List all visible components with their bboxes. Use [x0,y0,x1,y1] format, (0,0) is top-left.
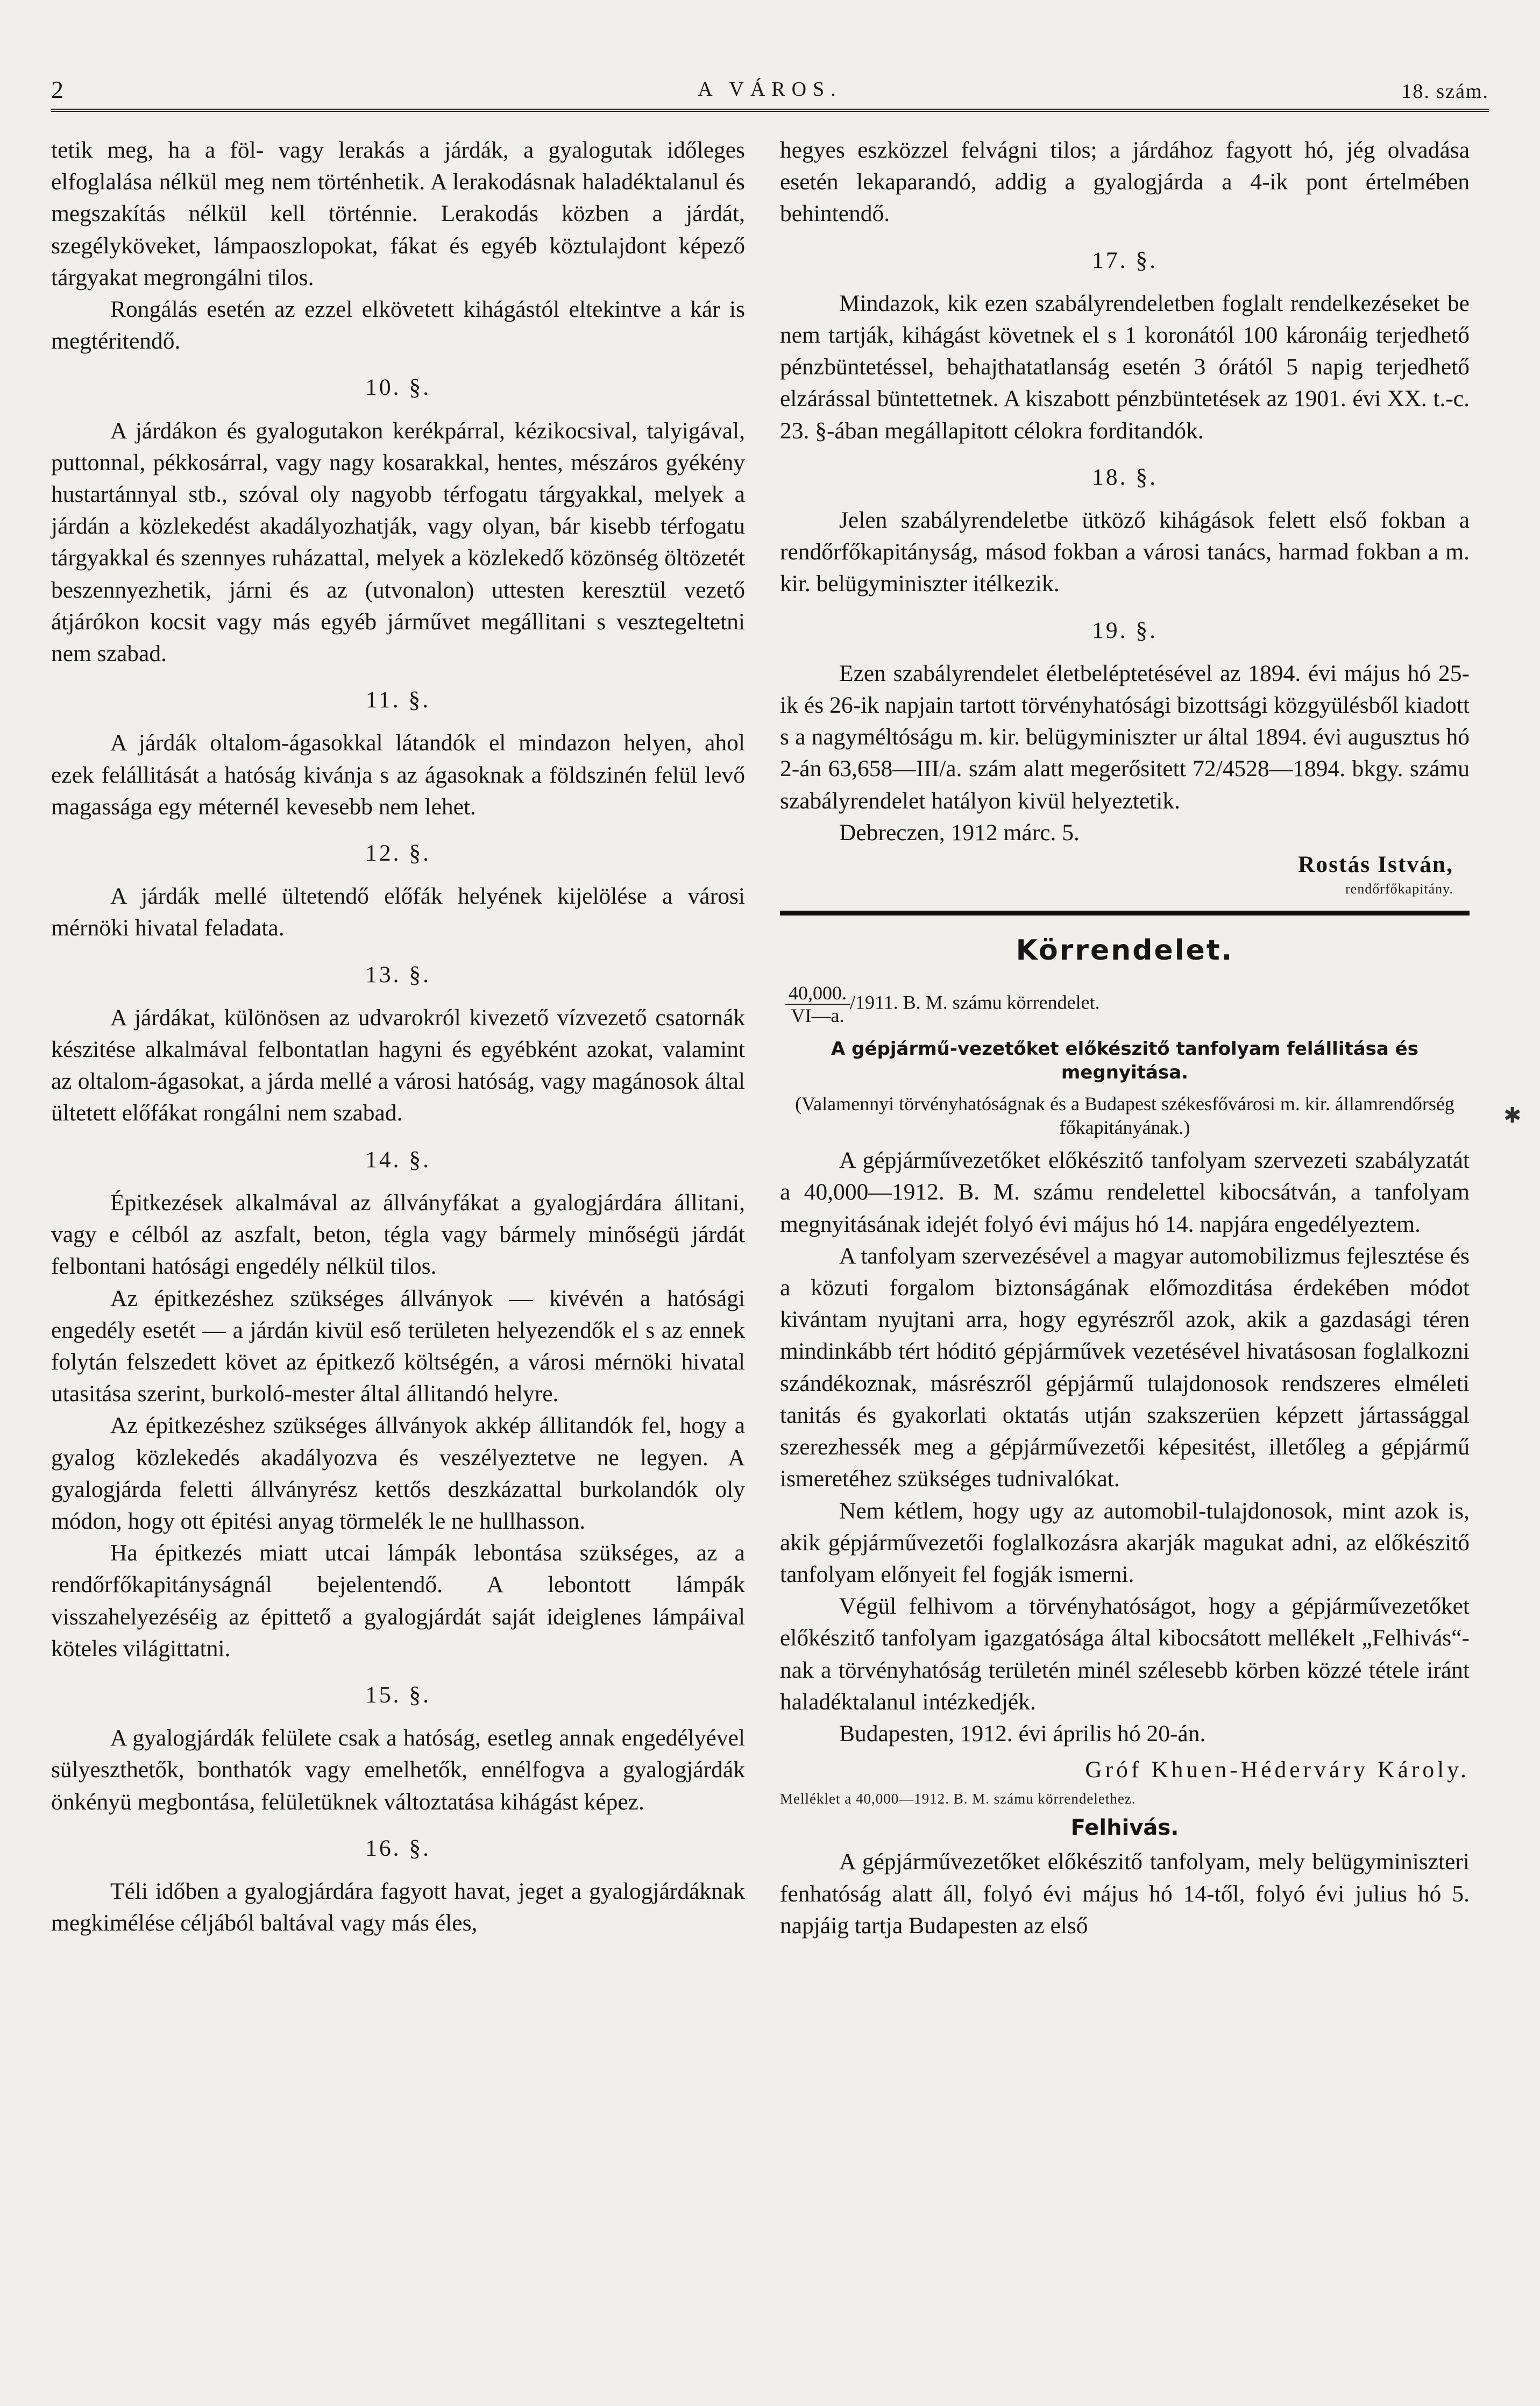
paragraph: Téli időben a gyalogjárdára fagyott havat, jeget a gyalogjárdáknak megkimélése céljából baltával vagy más éles, [51,1878,745,1936]
paragraph: Ezen szabályrendelet életbeléptetésével az 1894. évi május hó 25-ik és 26-ik napjain tartott törvényhatósági bizottsági közgyülésből kiadott s a nagyméltóságu m. kir. belügyminiszter ur által 1894. évi augusztus hó 2-án 63,658—III/a. szám alatt megerősitett 72/4528—1894. bkgy. számu szabályrendelet hatályon kivül helyeztetik. [780,660,1470,814]
left-column [51,134,745,1939]
paragraph: A gépjárművezetőket előkészitő tanfolyam, mely belügyminiszteri fenhatóság alatt áll, folyó évi május hó 14-től, folyó évi julius hó 5. napjáig tartja Budapesten az első [780,1849,1470,1939]
reference-denominator: VI—a. [791,1005,844,1027]
paragraph: Rongálás esetén az ezzel elkövetett kihágástól eltekintve a kár is megtéritendő. [51,296,745,354]
paragraph: A járdák mellé ültetendő előfák helyének kijelölése a városi mérnöki hivatal feladata. [51,883,745,941]
paragraph: Épitkezések alkalmával az állványfákat a gyalogjárdára állitani, vagy e célból az aszfalt, beton, tégla vagy bármely minőségü járdát felbontani hatósági engedély nélkül tilos. [51,1189,745,1280]
paragraph: Végül felhivom a törvényhatóságot, hogy a gépjárművezetőket előkészitő tanfolyam igazgatósága által kibocsátott mellékelt „Felhivás“-nak a törvényhatóság területén minél szélesebb körben közzé tétele iránt haladéktalanul intézkedjék. [780,1593,1470,1715]
margin-mark: ✱ [1503,1103,1522,1127]
right-column [780,134,1470,1942]
section-heading: 19. §. [1092,617,1158,643]
decree-addressee: (Valamennyi törvényhatóságnak és a Budapest székesfővárosi m. kir. államrendőrség főkapitányának.) [795,1093,1454,1139]
reference-text: /1911. B. M. számu körrendelet. [850,991,1100,1013]
paragraph: hegyes eszközzel felvágni tilos; a járdához fagyott hó, jég olvadása esetén lekaparandó, addig a gyalogjárda a 4-ik pont értelmében behintendő. [780,137,1470,227]
page-number: 2 [51,76,63,103]
decree-reference [785,982,1470,1026]
korrendelet-title: Körrendelet. [1016,934,1234,967]
section-heading: 10. §. [365,374,431,401]
attachment-note: Melléklet a 40,000—1912. B. M. számu körrendelethez. [780,1791,1136,1807]
date-line: Debreczen, 1912 márc. 5. [839,819,1080,846]
signature-role: rendőrfőkapitány. [1345,881,1453,897]
date-line: Budapesten, 1912. évi április hó 20-án. [839,1720,1206,1747]
paragraph: A járdák oltalom-ágasokkal látandók el mindazon helyen, ahol ezek felállitását a hatóság kivánja s az ágasoknak a földszinén felül levő magassága egy méternél kevesebb nem lehet. [51,730,745,820]
paragraph: Jelen szabályrendeletbe ütköző kihágások felett első fokban a rendőrfőkapitányság, másod fokban a városi tanács, harmad fokban a m. kir. belügyminiszter itélkezik. [780,507,1470,597]
paragraph: Az épitkezéshez szükséges állványok — kivévén a hatósági engedély esetét — a járdán kivül eső területen helyezendők el s az ennek folytán felszedett követ az épitkező költségén, a városi mérnöki hivatal utasitása szerint, burkoló-mester által állitandó helyre. [51,1285,745,1407]
signature-name: Rostás István, [1297,851,1453,878]
page-header [51,75,1489,112]
paragraph: A járdákon és gyalogutakon kerékpárral, kézikocsival, talyigával, puttonnal, pékkosárral, vagy nagy kosarakkal, hentes, mészáros gyékény hustartánnyal stb., szóval oly nagyobb térfogatu tárgyakkal, melyek a járdán a közlekedést akadályozhatják, vagy olyan, bár kisebb térfogatu tárgyakkal és szennyes ruházattal, melyek a közlekedő közönség öltözetét beszennyezhetik, járni és az (utvonalon) uttesten keresztül vezető átjárókon kocsit vagy más egyéb járművet megállitani s vesztegeltetni nem szabad. [51,417,745,667]
paragraph: Nem kétlem, hogy ugy az automobil-tulajdonosok, mint azok is, akik gépjárművezetői foglalkozásra akarják magukat adni, az előkészitő tanfolyam előnyeit fel fogják ismerni. [780,1497,1470,1587]
paragraph: A gépjárművezetőket előkészitő tanfolyam szervezeti szabályzatát a 40,000—1912. B. M. számu rendelettel kibocsátván, a tanfolyam megnyitásának idejét folyó évi május hó 14. napjára engedélyeztem. [780,1147,1470,1237]
reference-numerator: 40,000. [785,982,850,1005]
paragraph: tetik meg, ha a föl- vagy lerakás a járdák, a gyalogutak időleges elfoglalása nélkül meg nem történhetik. A lerakodásnak haladéktalanul és megszakítás nélkül kell történnie. Lerakodás közben a járdát, szegélyköveket, lámpaoszlopokat, fákat és egyéb köztulajdont képező tárgyakat megrongálni tilos. [51,137,745,290]
issue-number: 18. szám. [1401,80,1489,103]
felhivas-title: Felhivás. [1070,1815,1179,1841]
section-heading: 14. §. [365,1146,431,1173]
section-heading: 17. §. [1092,247,1158,273]
paragraph: A járdákat, különösen az udvarokról kivezető vízvezető csatornák készitése alkalmával felbontatlan hagyni és egyébként azokat, valamint az oltalom-ágasokat, a járda mellé a városi hatóság, vagy magánosok által ültetett előfákat rongálni nem szabad. [51,1004,745,1126]
paragraph: Mindazok, kik ezen szabályrendeletben foglalt rendelkezéseket be nem tartják, kihágást követnek el s 1 koronától 100 káronáig terjedhető pénzbüntetéssel, behajthatatlanság esetén 3 órától 5 napig terjedhető elzárással büntettetnek. A kiszabott pénzbüntetések az 1901. évi XX. t.-c. 23. §-ában megállapitott célokra forditandók. [780,290,1470,444]
section-heading: 12. §. [365,840,431,867]
section-heading: 13. §. [365,961,431,988]
reference-fraction [785,982,850,1026]
decree-subject: A gépjármű-vezetőket előkészitő tanfolyam felállitása és megnyitása. [831,1038,1418,1084]
decree-author: Gróf Khuen-Héderváry Károly. [1085,1757,1470,1783]
section-heading: 18. §. [1092,464,1158,490]
paragraph: A tanfolyam szervezésével a magyar automobilizmus fejlesztése és a közuti forgalom biztonságának előmozditása érdekében módot kivántam nyujtani arra, hogy egyrészről azok, akik a gazdasági téren mindinkább tért hóditó gépjárművek vezetésével hivatásosan foglalkozni szándékoznak, másrészről gépjármű tulajdonosok rendszeres elméleti tanitás és gyakorlati oktatás utján szakszerüen képzett jártassággal szerezhessék meg a gépjárművezetői képesitést, illetőleg a gépjármű ismeretéhez szükséges tudnivalókat. [780,1243,1470,1492]
paragraph: Az épitkezéshez szükséges állványok akkép állitandók fel, hogy a gyalog közlekedés akadályozva és veszélyeztetve ne legyen. A gyalogjárda feletti állványrész kettős deszkázattal burkolandók oly módon, hogy ott épitési anyag törmelék le ne hullhasson. [51,1413,745,1534]
section-heading: 11. §. [365,687,431,713]
section-heading: 16. §. [365,1835,431,1861]
journal-title: A VÁROS. [698,78,842,101]
section-heading: 15. §. [365,1681,431,1708]
section-divider [780,911,1470,915]
paragraph: A gyalogjárdák felülete csak a hatóság, esetleg annak engedélyével sülyeszthetők, bonthatók vagy emelhetők, ennélfogva a gyalogjárdák önkényü megbontása, felületüknek változtatása kihágást képez. [51,1725,745,1815]
paragraph: Ha épitkezés miatt utcai lámpák lebontása szükséges, az a rendőrfőkapitányságnál bejelentendő. A lebontott lámpák visszahelyezéséig az épittető a gyalogjárdát saját ideiglenes lámpáival köteles világittatni. [51,1540,745,1662]
